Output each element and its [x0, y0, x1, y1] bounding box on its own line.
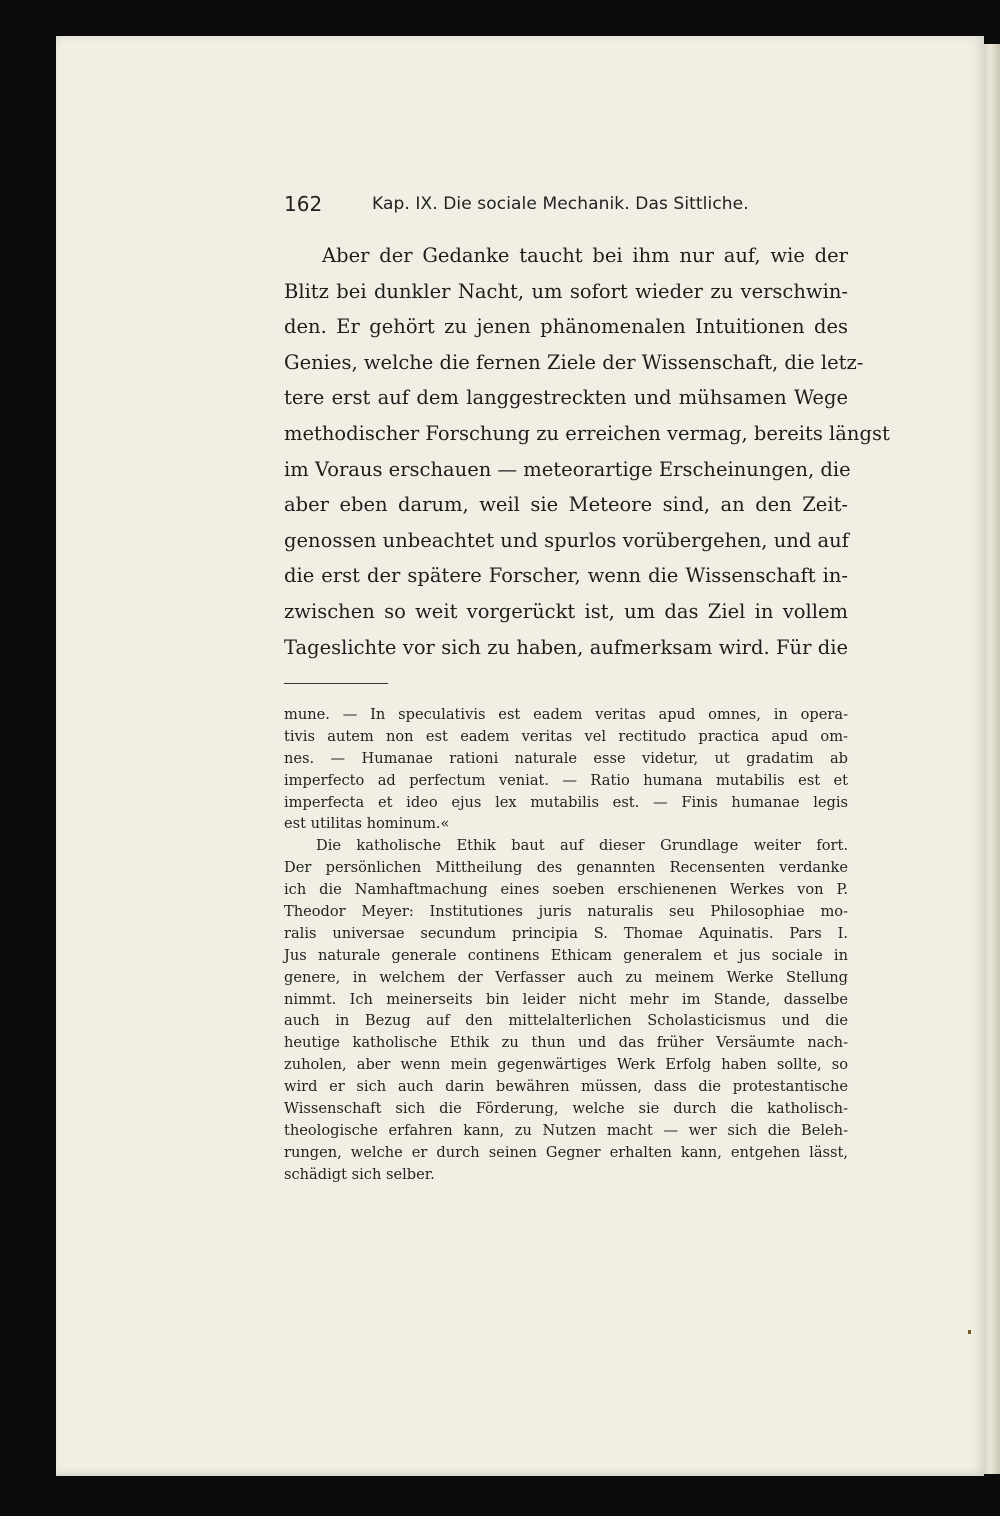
page-header — [284, 192, 750, 220]
footnote-separator — [284, 683, 388, 684]
footnote-text — [284, 704, 848, 1186]
footnote-line: Die katholische Ethik baut auf dieser Grundlage weiter fort. — [316, 837, 848, 855]
body-line: Blitz bei dunkler Nacht, um sofort wieder zu verschwin- — [284, 279, 848, 303]
footnote-line: Theodor Meyer: Institutiones juris naturalis seu Philosophiae mo- — [284, 903, 848, 921]
footnote-line: est utilitas hominum.« — [284, 815, 450, 833]
footnote-line: imperfecto ad perfectum veniat. — Ratio humana mutabilis est et — [284, 771, 848, 789]
body-line: die erst der spätere Forscher, wenn die Wissenschaft in- — [284, 564, 848, 588]
footnote-line: theologische erfahren kann, zu Nutzen macht — wer sich die Beleh- — [284, 1121, 848, 1139]
page-edge-stack — [984, 44, 1000, 1474]
body-line: im Voraus erschauen — meteorartige Erscheinungen, die — [284, 457, 851, 481]
footnote-line: zuholen, aber wenn mein gegenwärtiges Werk Erfolg haben sollte, so — [284, 1056, 848, 1074]
page-number: 162 — [284, 192, 323, 216]
footnote-line: nimmt. Ich meinerseits bin leider nicht mehr im Stande, dasselbe — [284, 990, 848, 1008]
body-line: Genies, welche die fernen Ziele der Wissenschaft, die letz- — [284, 350, 864, 374]
footnote-line: imperfecta et ideo ejus lex mutabilis est. — Finis humanae legis — [284, 793, 848, 811]
paper-speck — [968, 1330, 971, 1334]
running-head: Kap. IX. Die sociale Mechanik. Das Sittliche. — [372, 194, 749, 214]
body-line: genossen unbeachtet und spurlos vorübergehen, und auf — [284, 528, 849, 552]
footnote-line: genere, in welchem der Verfasser auch zu meinem Werke Stellung — [284, 968, 848, 986]
footnote-line: Jus naturale generale continens Ethicam generalem et jus sociale in — [284, 946, 848, 964]
footnote-line: mune. — In speculativis est eadem veritas apud omnes, in opera- — [284, 706, 848, 723]
main-text — [284, 238, 890, 665]
footnote-line: ich die Namhaftmachung eines soeben erschienenen Werkes von P. — [284, 881, 848, 899]
footnote-line: rungen, welche er durch seinen Gegner erhalten kann, entgehen lässt, — [284, 1143, 848, 1161]
footnote-line: auch in Bezug auf den mittelalterlichen Scholasticismus und die — [284, 1012, 848, 1030]
body-line: den. Er gehört zu jenen phänomenalen Intuitionen des — [284, 315, 848, 339]
body-line: Tageslichte vor sich zu haben, aufmerksam wird. Für die — [284, 635, 848, 659]
footnote-line: nes. — Humanae rationi naturale esse videtur, ut gradatim ab — [284, 749, 848, 767]
footnote-line: schädigt sich selber. — [284, 1165, 435, 1183]
body-line: zwischen so weit vorgerückt ist, um das Ziel in vollem — [284, 599, 848, 623]
footnote-line: Der persönlichen Mittheilung des genannten Recensenten verdanke — [284, 859, 848, 877]
footnote-line: wird er sich auch darin bewähren müssen, dass die protestantische — [284, 1078, 848, 1096]
footnote-line: ralis universae secundum principia S. Thomae Aquinatis. Pars I. — [284, 924, 848, 942]
footnote-line: tivis autem non est eadem veritas vel rectitudo practica apud om- — [284, 727, 848, 745]
footnote-line: Wissenschaft sich die Förderung, welche sie durch die katholisch- — [284, 1100, 848, 1118]
body-line: methodischer Forschung zu erreichen vermag, bereits längst — [284, 421, 890, 445]
body-line: tere erst auf dem langgestreckten und mühsamen Wege — [284, 386, 848, 410]
body-line: Aber der Gedanke taucht bei ihm nur auf, wie der — [322, 244, 848, 267]
body-line: aber eben darum, weil sie Meteore sind, an den Zeit- — [284, 493, 848, 517]
footnote-line: heutige katholische Ethik zu thun und das früher Versäumte nach- — [284, 1034, 848, 1052]
